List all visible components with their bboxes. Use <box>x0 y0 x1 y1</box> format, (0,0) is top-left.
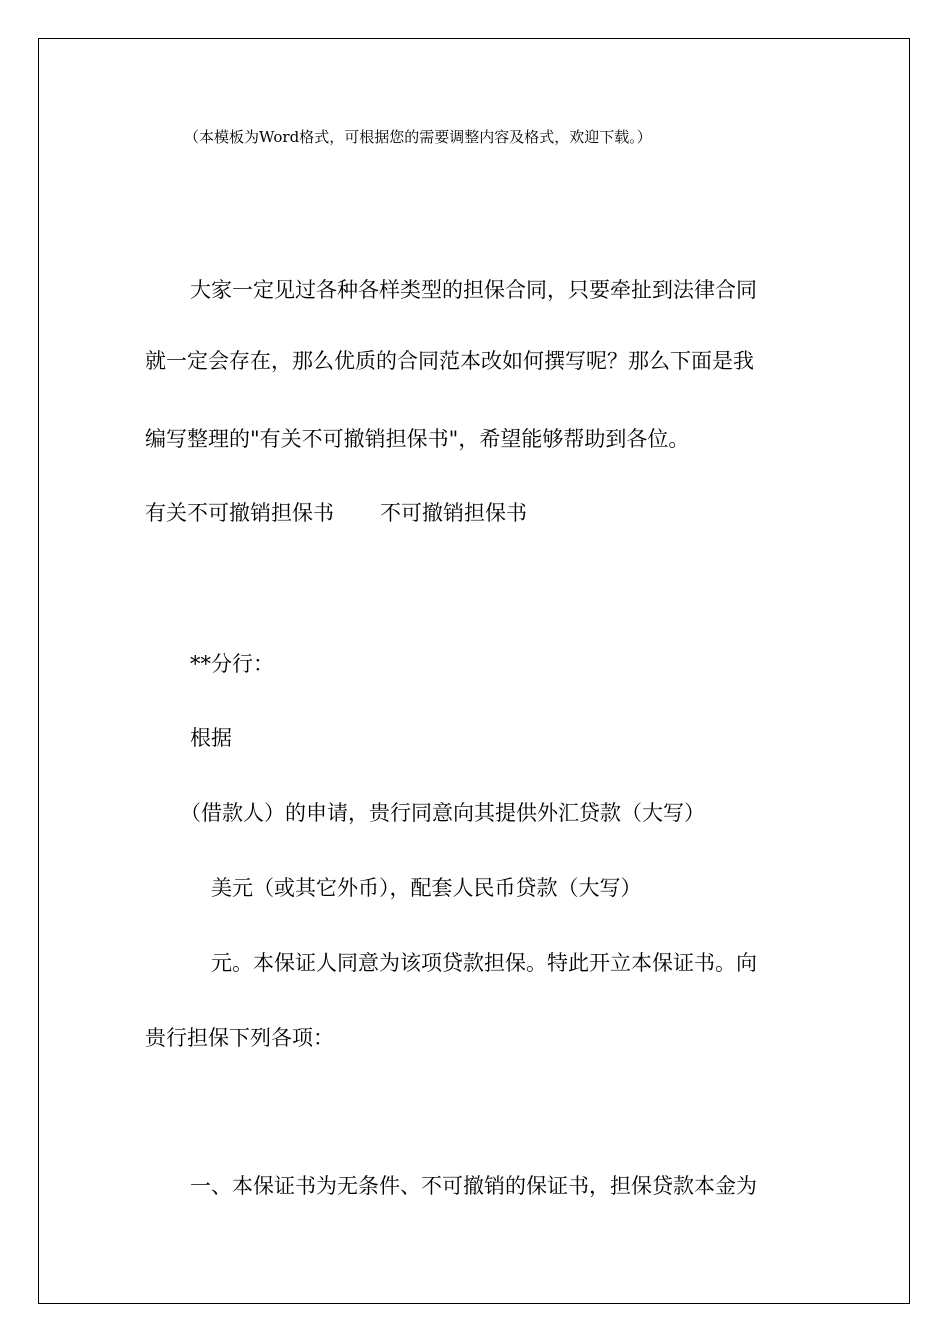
title-left: 有关不可撤销担保书 <box>145 501 334 525</box>
body-line-4: 贵行担保下列各项： <box>145 1026 334 1050</box>
body-line-1: （借款人）的申请，贵行同意向其提供外汇贷款（大写） <box>180 801 705 825</box>
addressee: **分行： <box>190 652 274 676</box>
title-line <box>145 499 527 527</box>
body-line-2: 美元（或其它外币），配套人民币贷款（大写） <box>211 876 642 900</box>
according-label: 根据 <box>190 726 232 750</box>
title-right: 不可撤销担保书 <box>380 501 527 525</box>
clause-1: 一、本保证书为无条件、不可撤销的保证书，担保贷款本金为 <box>190 1174 757 1198</box>
page-border <box>38 38 910 1304</box>
intro-line-1: 大家一定见过各种各样类型的担保合同，只要牵扯到法律合同 <box>190 278 757 302</box>
intro-line-2: 就一定会存在，那么优质的合同范本改如何撰写呢？那么下面是我 <box>145 349 754 373</box>
template-note: （本模板为Word格式，可根据您的需要调整内容及格式，欢迎下载。） <box>184 128 652 146</box>
intro-line-3: 编写整理的"有关不可撤销担保书"，希望能够帮助到各位。 <box>145 427 690 451</box>
body-line-3: 元。本保证人同意为该项贷款担保。特此开立本保证书。向 <box>211 951 757 975</box>
